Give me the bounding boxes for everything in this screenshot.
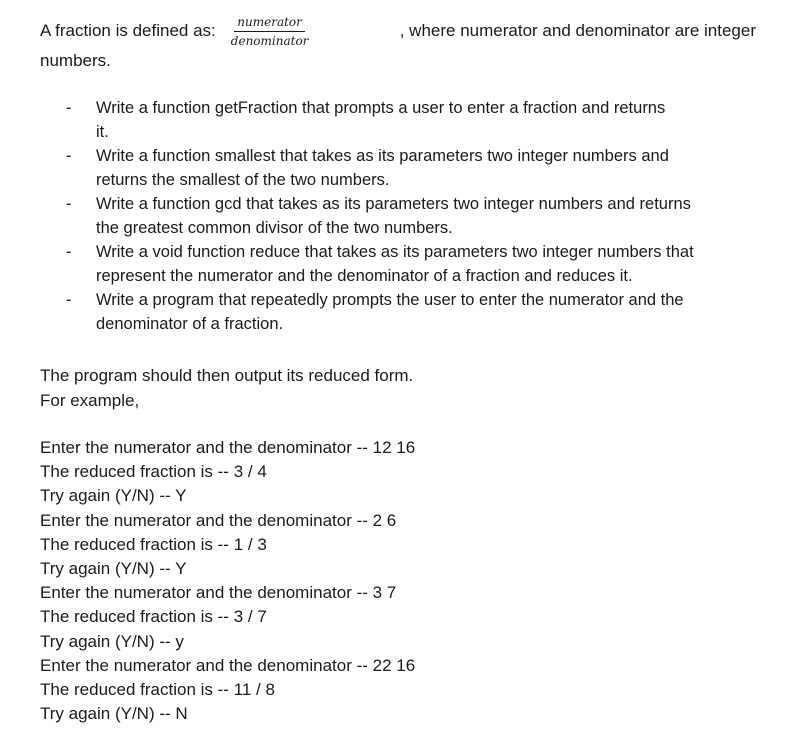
closing-paragraph: [40, 364, 413, 413]
fraction-numerator: numerator: [234, 15, 305, 32]
closing-line: For example,: [40, 390, 140, 410]
task-line: Write a function smallest that takes as its parameters two integer numbers and: [96, 147, 669, 165]
example-line: Enter the numerator and the denominator -- 12 16: [40, 438, 416, 457]
example-line: The reduced fraction is -- 3 / 7: [40, 607, 267, 627]
example-line: Enter the numerator and the denominator -- 3 7: [40, 583, 397, 603]
task-list: [40, 96, 760, 336]
intro-suffix: , where numerator and denominator are integer: [399, 21, 756, 40]
task-line: it.: [96, 123, 109, 141]
task-item: [40, 96, 760, 144]
bullet-dash: -: [66, 243, 72, 261]
intro-prefix: A fraction is defined as:: [40, 21, 216, 40]
task-item: [40, 288, 760, 336]
task-line: represent the numerator and the denominator of a fraction and reduces it.: [96, 267, 633, 285]
example-line: Enter the numerator and the denominator -- 22 16: [40, 655, 416, 675]
bullet-dash: -: [66, 195, 72, 213]
example-line: The reduced fraction is -- 11 / 8: [40, 680, 275, 700]
task-line: Write a void function reduce that takes as its parameters two integer numbers that: [96, 243, 694, 261]
example-session: [40, 436, 415, 726]
task-line: returns the smallest of the two numbers.: [96, 171, 390, 189]
intro-left: [40, 15, 317, 48]
example-line: The reduced fraction is -- 3 / 4: [40, 462, 267, 482]
task-line: denominator of a fraction.: [96, 315, 284, 333]
intro-line: [40, 12, 756, 50]
example-line: Try again (Y/N) -- Y: [40, 486, 187, 506]
fraction-denominator: denominator: [230, 33, 309, 48]
task-line: Write a program that repeatedly prompts the user to enter the numerator and the: [96, 291, 684, 309]
example-line: Try again (Y/N) -- y: [40, 631, 184, 651]
example-line: The reduced fraction is -- 1 / 3: [40, 534, 267, 554]
task-line: Write a function getFraction that prompts a user to enter a fraction and returns: [96, 99, 666, 117]
task-line: the greatest common divisor of the two numbers.: [96, 219, 453, 237]
example-line: Enter the numerator and the denominator -- 2 6: [40, 510, 397, 530]
example-line: Try again (Y/N) -- Y: [40, 559, 187, 579]
bullet-dash: -: [66, 99, 72, 117]
fraction-formula: [228, 15, 312, 48]
task-item: [40, 240, 760, 288]
example-line: Try again (Y/N) -- N: [40, 704, 188, 724]
intro-continuation: numbers.: [40, 51, 111, 70]
task-item: [40, 144, 760, 192]
closing-line: The program should then output its reduced form.: [40, 366, 414, 385]
bullet-dash: -: [66, 291, 72, 309]
bullet-dash: -: [66, 147, 72, 165]
task-item: [40, 192, 760, 240]
task-line: Write a function gcd that takes as its parameters two integer numbers and returns: [96, 195, 691, 213]
